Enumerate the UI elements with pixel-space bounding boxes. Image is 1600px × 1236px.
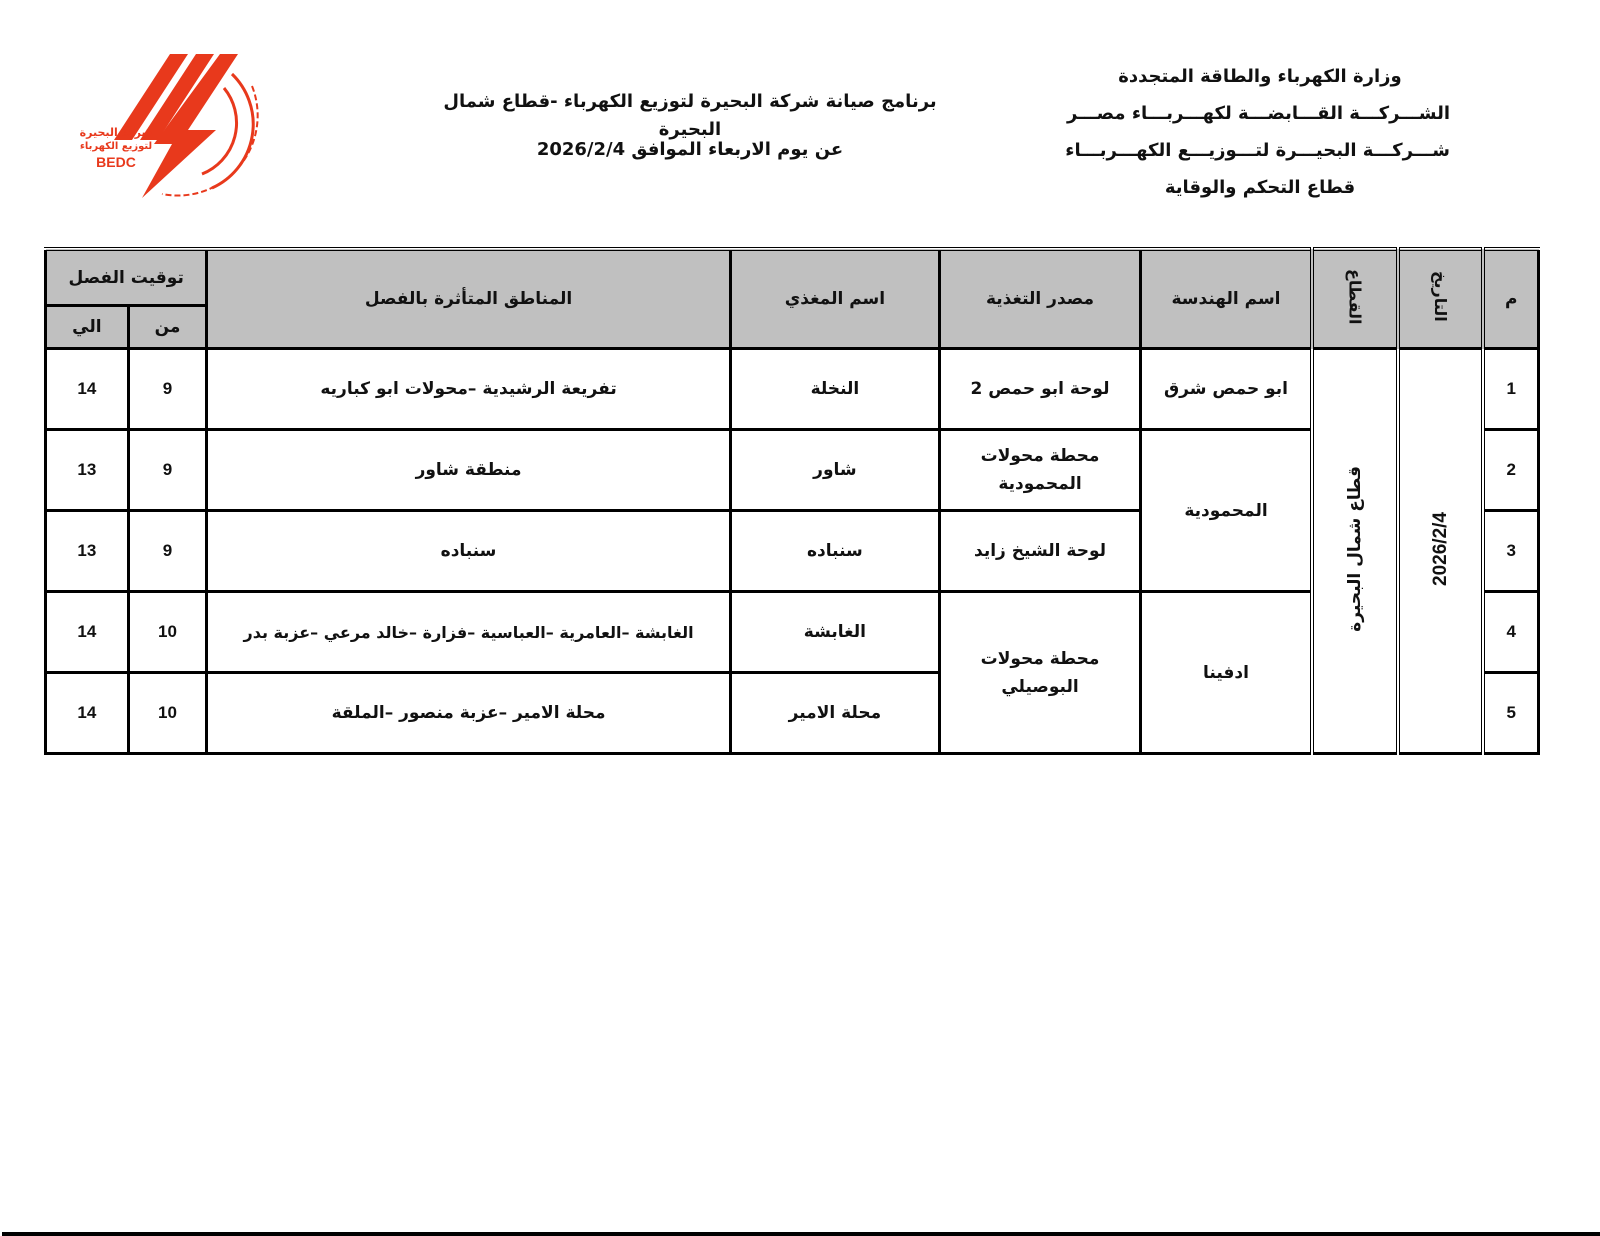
cell-from: 9 [128, 430, 207, 511]
cell-from: 10 [128, 673, 207, 754]
logo-text [66, 126, 166, 171]
cell-sector: قطاع شمال البحيرة [1312, 349, 1398, 754]
cell-to: 14 [46, 349, 129, 430]
cell-to: 13 [46, 511, 129, 592]
document-title: برنامج صيانة شركة البحيرة لتوزيع الكهرباء -قطاع شمال البحيرة [443, 91, 937, 140]
department-name: قطاع التحكم والوقاية [1164, 177, 1356, 198]
header-to: الي [46, 306, 129, 349]
cell-from: 9 [128, 511, 207, 592]
bottom-border-line [2, 1232, 1600, 1236]
header-source: مصدر التغذية [940, 249, 1141, 349]
cell-source: لوحة ابو حمص 2 [940, 349, 1141, 430]
cell-source: محطة محولات البوصيلي [940, 592, 1141, 754]
cell-areas: الغابشة –العامرية –العباسية –فزارة –خالد مرعي –عزبة بدر [207, 592, 731, 673]
header-sector: القطاع [1312, 249, 1398, 349]
cell-areas: منطقة شاور [207, 430, 731, 511]
logo-abbr: BEDC [96, 154, 136, 170]
header-areas: المناطق المتأثرة بالفصل [207, 249, 731, 349]
cell-index: 1 [1483, 349, 1538, 430]
organization-header [1065, 58, 1450, 206]
cell-engineering: ابو حمص شرق [1141, 349, 1312, 430]
header-engineering: اسم الهندسة [1141, 249, 1312, 349]
header-date: التاريخ [1398, 249, 1484, 349]
cell-index: 4 [1483, 592, 1538, 673]
header-timing: توقيت الفصل [46, 249, 207, 306]
company-logo [62, 48, 282, 208]
header-from: من [128, 306, 207, 349]
maintenance-schedule-table [44, 247, 1540, 755]
table-header-row [46, 249, 1539, 306]
cell-index: 5 [1483, 673, 1538, 754]
cell-from: 10 [128, 592, 207, 673]
cell-areas: سنباده [207, 511, 731, 592]
document-title-block [420, 88, 960, 164]
cell-to: 14 [46, 673, 129, 754]
cell-from: 9 [128, 349, 207, 430]
cell-to: 14 [46, 592, 129, 673]
cell-date: 2026/2/4 [1398, 349, 1484, 754]
document-subtitle: عن يوم الاربعاء الموافق 2026/2/4 [536, 139, 844, 160]
cell-feeder: سنباده [730, 511, 939, 592]
header-index: م [1483, 249, 1538, 349]
cell-areas: تفريعة الرشيدية –محولات ابو كباريه [207, 349, 731, 430]
cell-engineering: ادفينا [1141, 592, 1312, 754]
cell-feeder: النخلة [730, 349, 939, 430]
cell-to: 13 [46, 430, 129, 511]
cell-source: محطة محولات المحمودية [940, 430, 1141, 511]
ministry-name: وزارة الكهرباء والطاقة المتجددة [1118, 66, 1402, 87]
holding-company-name: الشـــركـــة القـــابضـــة لكهـــربـــاء مصـــر [1067, 103, 1450, 124]
cell-engineering: المحمودية [1141, 430, 1312, 592]
cell-areas: محلة الامير –عزبة منصور –الملقة [207, 673, 731, 754]
logo-line-2: لتوزيع الكهرباء [79, 141, 153, 152]
logo-line-1: شركة البحيرة [79, 126, 153, 139]
cell-feeder: الغابشة [730, 592, 939, 673]
cell-feeder: شاور [730, 430, 939, 511]
cell-source: لوحة الشيخ زايد [940, 511, 1141, 592]
header-feeder: اسم المغذي [730, 249, 939, 349]
distribution-company-name: شـــركـــة البحيـــرة لتـــوزيـــع الكهـــربـــاء [1065, 140, 1450, 161]
table-row [46, 349, 1539, 430]
cell-feeder: محلة الامير [730, 673, 939, 754]
cell-index: 3 [1483, 511, 1538, 592]
cell-index: 2 [1483, 430, 1538, 511]
